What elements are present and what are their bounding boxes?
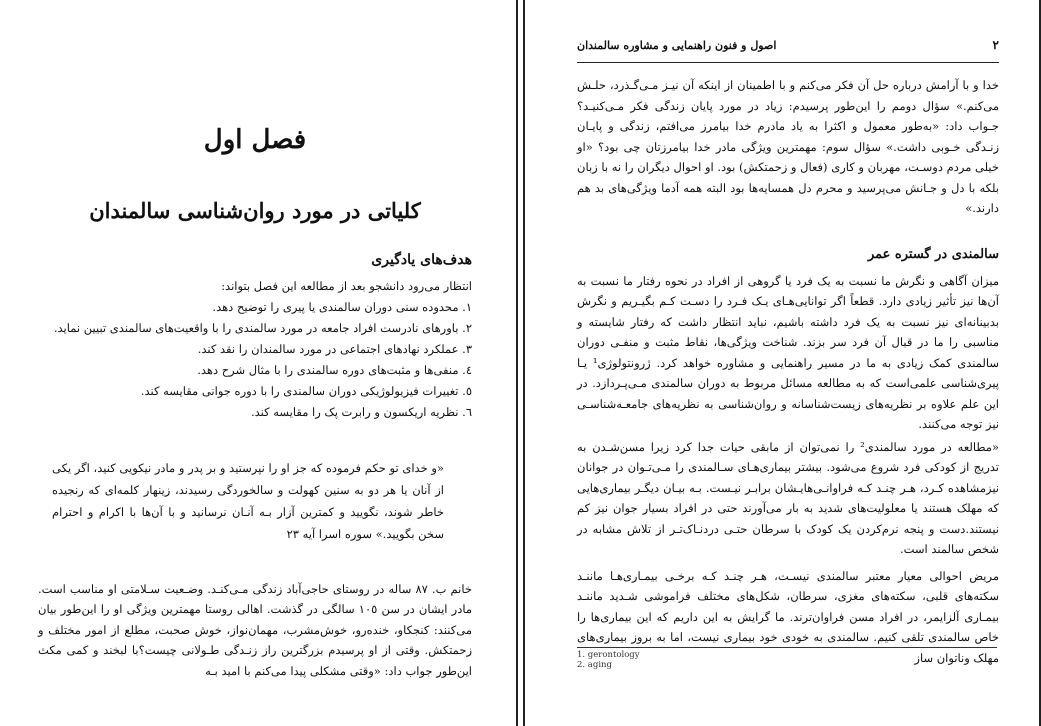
objectives-intro: انتظار می‌رود دانشجو بعد از مطالعه این فصل بتواند: — [221, 279, 472, 293]
chapter-subtitle: کلیاتی در مورد روان‌شناسی سالمندان — [89, 198, 421, 223]
case-story-paragraph: خانم ب. ٨٧ ساله در روستای حاجی‌آباد زندگی مـی‌کنـد. وضـعیت سـلامتی او مناسب است. مادر ایشان در سن ١٠٥ سالگی در گذشت. اهالی روستا مهمترین ویژگی او را این‌طور بیان می‌کنند: کنجکاو، خنده‌رو، خوش‌مشرب، مهمان‌نواز، خوش صحبت، مطلع از امور مختلف و زحمتکش. وقتی از او پرسیدم بزرگترین راز زنـدگی طـولانی چیست؟با لبخند و کمی مکث این‌طور جواب داد: «وقتی مشکلی پیدا می‌کنم با امید بـه — [38, 581, 472, 678]
page-number: ٢ — [992, 38, 999, 52]
objective-item: ۳. عملکرد نهادهای اجتماعی در مورد سالمندان را نقد کند. — [197, 341, 472, 356]
objectives-heading: هدف‌های یادگیری — [371, 252, 472, 268]
section-heading: سالمندی در گستره عمر — [867, 246, 999, 262]
header-rule — [577, 62, 999, 63]
footnote-1: 1. gerontology — [577, 650, 640, 660]
quran-quote: «و خدای تو حکم فرموده که جز او را نپرستید و بر پدر و مادر نیکویی کنید، اگر یکی از آنان یا هر دو به سنین کهولت و سالخوردگی رسیدند، زینهار کلمه‌ای که رنجیده خاطر شوند، نگویید و کمترین آزار بـه آنـان نرسانید و با آن‌ها با اکرام و احترام سخن بگویید.» سوره اسرا آیه ٢٣ — [52, 460, 444, 541]
objective-item: ۱. محدوده سنی دوران سالمندی یا پیری را توضیح دهد. — [212, 299, 472, 314]
running-head-title: اصول و فنون راهنمایی و مشاوره سالمندان — [577, 38, 777, 52]
running-header — [577, 38, 999, 58]
paragraph-3: «مطالعه در مورد سالمندی² را نمی‌توان از مابقی حیات جدا کرد زیرا مسن‌شـدن به تدریج از کودکی فرد شروع می‌شود. بیشتر بیماری‌هـای سـالمندی را مـی‌تـوان در جوانان نیزمشاهده کـرد، هـر چنـد کـه فراوانـی‌هایـشان برابـر نیـست. بـه بیـان دیگـر بیماری‌هایی که مهلک هستند یا معلولیت‌های شدید به بار می‌آورند حتی در افراد بسیار جوان نیز کم نیستند.دست و پنجه نرم‌کردن یک کودک با سرطان حتـی دردنـاک‌تـر از تلاش مشابه در شخص سالمند است. — [577, 439, 999, 556]
paragraph-2: میزان آگاهی و نگرش ما نسبت به یک فرد یا گروهی از افراد در نحوه رفتار ما نسبت به آن‌ها نیز تأثیر زیادی دارد. قطعاً اگر توانایی‌هـای یـک فـرد را دسـت کـم بگیـریم و نگرش بدبینانه‌ای نیز نسبت به یک فرد داشته باشیم، نباید انتظار داشت که رفتار شایسته و مناسبی را ما در قبال آن فرد سر بزند. شناخت ویژگی‌ها، نقاط مثبت و منفـی دوران سالمندی کمک زیادی به ما در مسیر راهنمایی و مشاوره خواهد کرد. ژرونتولوژی¹ یـا پیری‌شناسی علمی‌است که به مطالعه مسائل مربوط به دوران سالمندی مـی‌پـردازد. در این علم علاوه بر نظریه‌های زیست‌شناسانه و روان‌شناسی به نظریه‌های جامعـه‌شناسـی نیز توجه می‌کنند. — [577, 273, 999, 431]
left-page — [0, 0, 516, 726]
objective-item: ۲. باورهای نادرست افراد جامعه در مورد سالمندی را با واقعیت‌های سالمندی تبیین نماید. — [53, 320, 472, 335]
footnote-2: 2. aging — [577, 660, 612, 670]
objective-item: ٤. منفی‌ها و مثبت‌های دوره سالمندی را با مثال شرح دهد. — [197, 362, 472, 377]
paragraph-4: مریض احوالی معیار معتبر سالمندی نیسـت، هـر چنـد کـه برخـی بیمـاری‌هـا ماننـد سکته‌های قلبی، سکته‌های مغزی، سرطان، شکل‌های مختلف فراموشی شـدید ماننـد بیمـاری آلزایمر، در افراد مسن فراوان‌ترند. ما گرایش به این داریم که این بیماری‌ها را خاص سالمندی تلقی کنیم. سالمندی به خودی خود بیماری نیست، اما به بروز بیماری‌های مهلک وناتوان ساز — [577, 568, 999, 665]
footnotes — [577, 647, 997, 670]
objectives-list — [38, 297, 472, 423]
objective-item: ٦. نظریه اریکسون و رابرت پک را مقایسه کند. — [250, 404, 472, 419]
page-gutter — [516, 0, 525, 726]
objective-item: ٥. تغییرات فیزیولوژیکی دوران سالمندی را با دوره جوانی مقایسه کند. — [140, 383, 472, 398]
right-page — [525, 0, 1041, 726]
chapter-title: فصل اول — [203, 125, 307, 155]
paragraph-1: خدا و با آرامش درباره حل آن فکر می‌کنم و با اطمینان از اینکه آن نیـز مـی‌گـذرد، حلـش می‌کنم.» سؤال دومم را این‌طور پرسیدم: زیاد در مورد پایان زندگی فکر مـی‌کنیـد؟ جـواب داد: «به‌طور معمول و اکثرا به یاد مادرم خدا بیامرز می‌افتم، زندگی و پایـان زنـدگی خـوبی داشت.» سؤال سوم: مهمترین ویژگی مادر خدا بیامرزتان چی بود؟ «او خیلی مردم دوسـت، مهربان و کاری (فعال و زحمتکش) بود. او احوال دیگران را نه با زبان بلکه با دل و جـانش می‌پرسید و محرم دل همسایه‌ها بود البته همه آدما ویژگی‌های بد هم دارند.» — [577, 78, 999, 215]
